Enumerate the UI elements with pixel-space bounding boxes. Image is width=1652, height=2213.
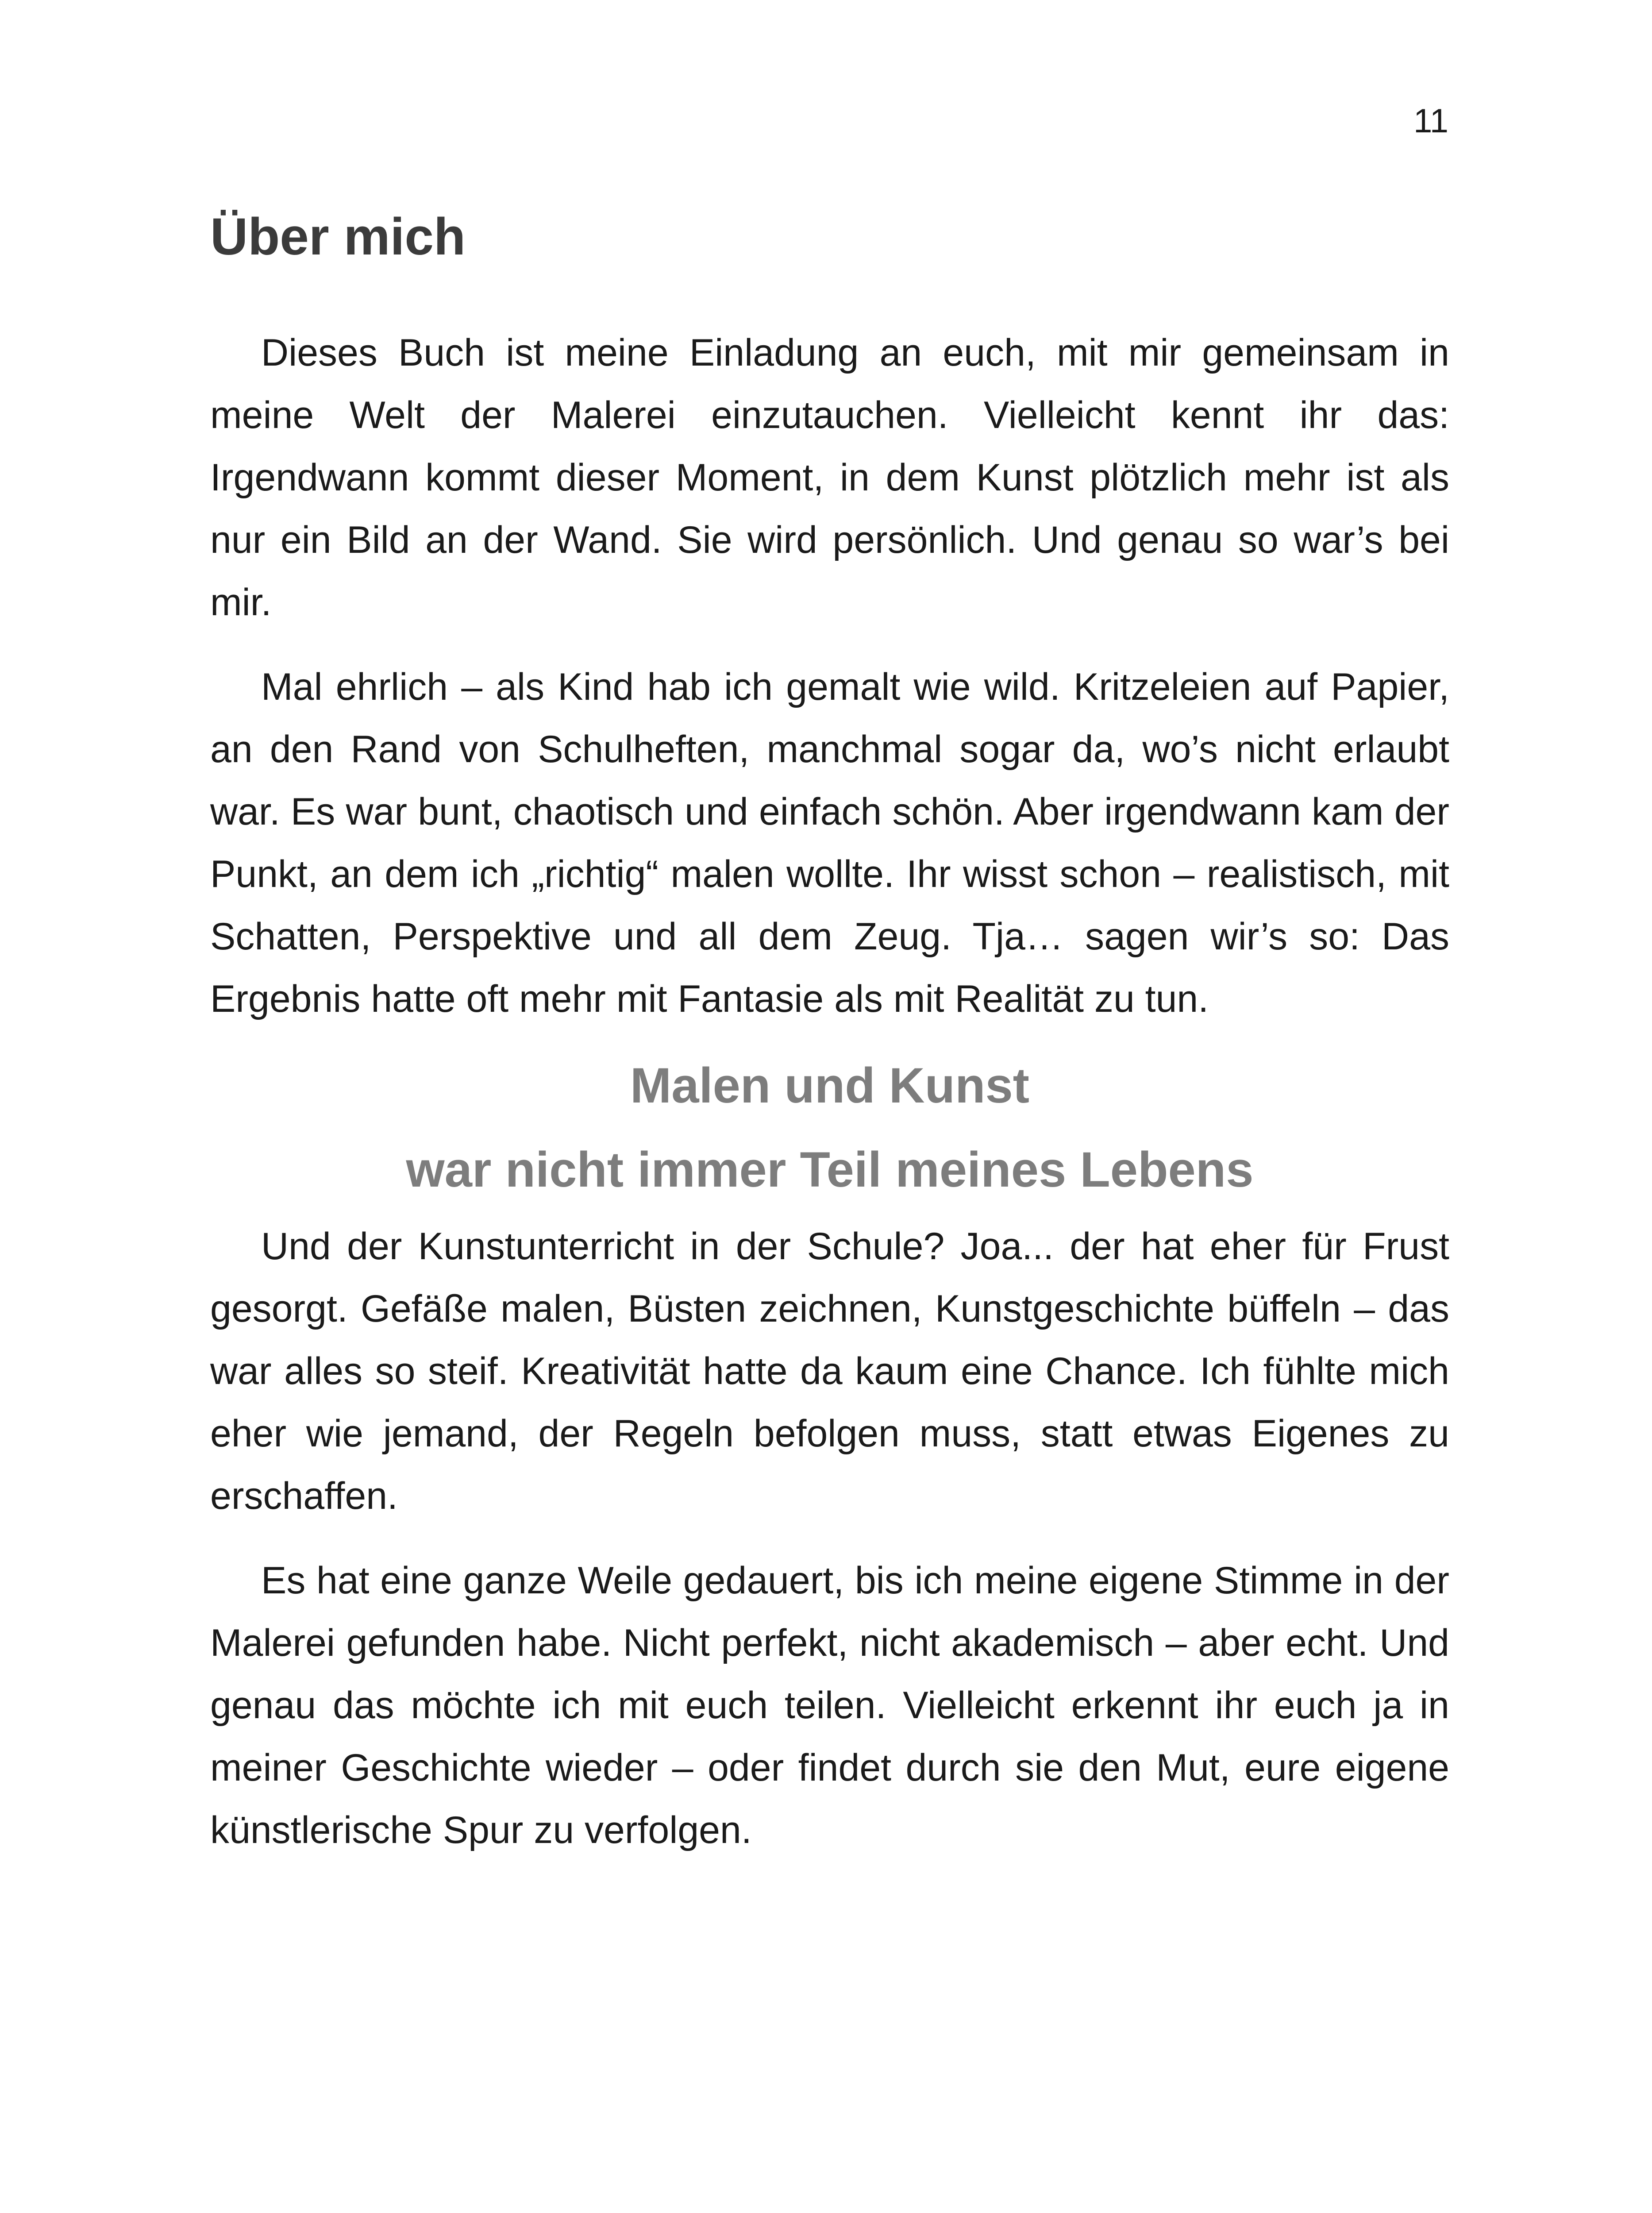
paragraph-art-class: Und der Kunstunterricht in der Schule? Joa... der hat eher für Frust gesorgt. Gefäße malen, Büsten zeichnen, Kunstgeschichte büffeln – das war alles so steif. Kreativität hatte da kaum eine Chance. Ich fühlte mich eher wie jemand, der Regeln befolgen muss, statt etwas Eigenes zu erschaffen. bbox=[210, 1225, 1449, 1517]
page-number: 11 bbox=[1413, 102, 1448, 140]
section-heading bbox=[210, 1044, 1449, 1212]
paragraph-intro: Dieses Buch ist meine Einladung an euch, mit mir gemeinsam in meine Welt der Malerei einzutauchen. Vielleicht kennt ihr das: Irgendwann kommt dieser Moment, in dem Kunst plötzlich mehr ist als nur ein Bild an der Wand. Sie wird persönlich. Und genau so war’s bei mir. bbox=[210, 331, 1449, 624]
chapter-title: Über mich bbox=[210, 208, 466, 266]
section-heading-line-2: war nicht immer Teil meines Lebens bbox=[406, 1141, 1254, 1197]
section-heading-line-1: Malen und Kunst bbox=[630, 1057, 1030, 1113]
paragraph-childhood: Mal ehrlich – als Kind hab ich gemalt wie wild. Kritzeleien auf Papier, an den Rand von Schulheften, manchmal sogar da, wo’s nicht erlaubt war. Es war bunt, chaotisch und einfach schön. Aber irgendwann kam der Punkt, an dem ich „richtig“ malen wollte. Ihr wisst schon – realistisch, mit Schatten, Perspektive und all dem Zeug. Tja… sagen wir’s so: Das Ergebnis hatte oft mehr mit Fantasie als mit Realität zu tun. bbox=[210, 665, 1449, 1020]
paragraph-own-voice: Es hat eine ganze Weile gedauert, bis ich meine eigene Stimme in der Malerei gefunden habe. Nicht perfekt, nicht akademisch – aber echt. Und genau das möchte ich mit euch teilen. Vielleicht erkennt ihr euch ja in meiner Geschichte wieder – oder findet durch sie den Mut, eure eigene künstlerische Spur zu verfolgen. bbox=[210, 1559, 1449, 1851]
page-content bbox=[210, 206, 1449, 1884]
